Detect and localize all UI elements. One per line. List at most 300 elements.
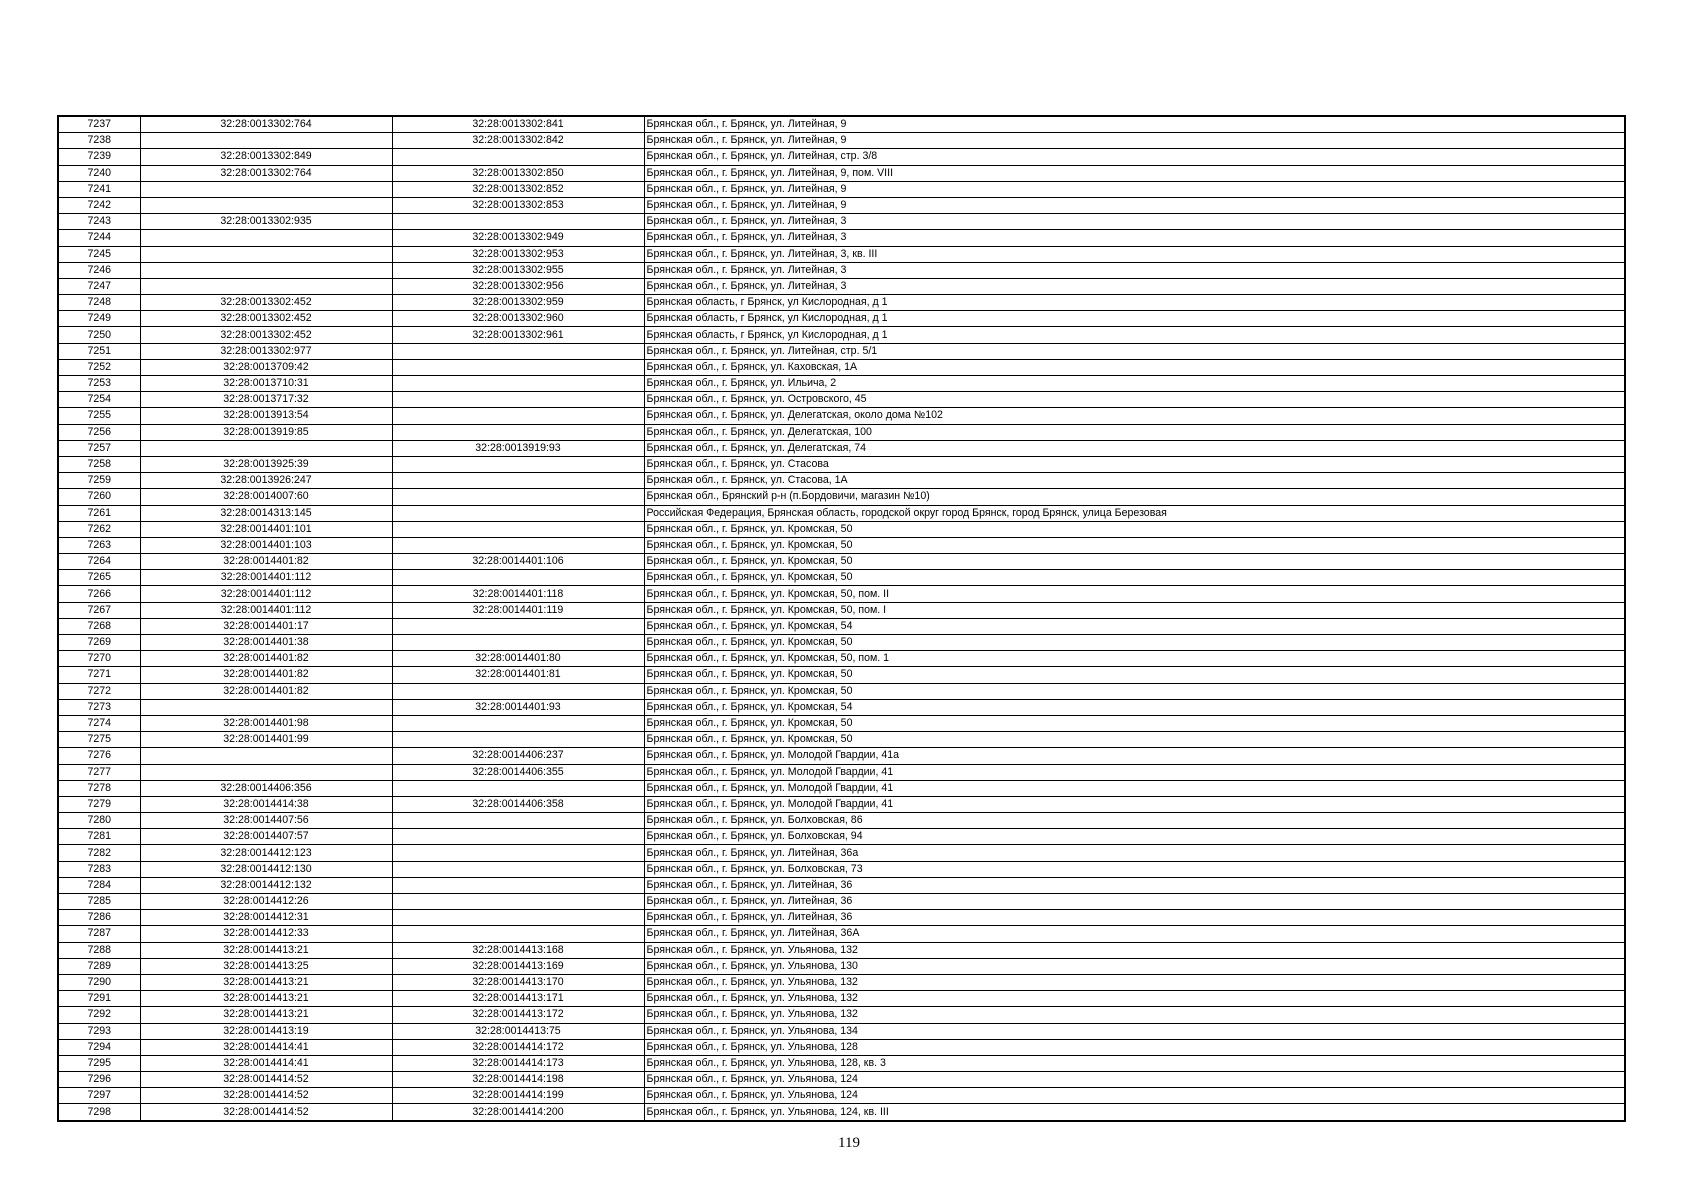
related-cadastral-number-cell <box>392 635 644 651</box>
row-number-cell: 7272 <box>58 683 140 699</box>
address-cell: Российская Федерация, Брянская область, городской округ город Брянск, город Брянск, улица Березовая <box>644 505 1625 521</box>
table-row <box>58 278 1625 294</box>
address-cell: Брянская область, г Брянск, ул Кислородная, д 1 <box>644 311 1625 327</box>
cadastral-number-cell <box>140 440 392 456</box>
row-number-cell: 7278 <box>58 780 140 796</box>
table-row <box>58 116 1625 133</box>
row-number-cell: 7248 <box>58 295 140 311</box>
table-row <box>58 424 1625 440</box>
related-cadastral-number-cell: 32:28:0013302:841 <box>392 116 644 133</box>
row-number-cell: 7254 <box>58 392 140 408</box>
cadastral-number-cell: 32:28:0014401:112 <box>140 586 392 602</box>
row-number-cell: 7293 <box>58 1023 140 1039</box>
related-cadastral-number-cell <box>392 780 644 796</box>
cadastral-number-cell: 32:28:0014413:21 <box>140 942 392 958</box>
related-cadastral-number-cell: 32:28:0014413:75 <box>392 1023 644 1039</box>
cadastral-number-cell: 32:28:0014407:57 <box>140 829 392 845</box>
table-row <box>58 311 1625 327</box>
table-row <box>58 149 1625 165</box>
cadastral-number-cell: 32:28:0014412:26 <box>140 894 392 910</box>
table-row <box>58 991 1625 1007</box>
cadastral-number-cell: 32:28:0014401:103 <box>140 537 392 553</box>
row-number-cell: 7291 <box>58 991 140 1007</box>
cadastral-number-cell: 32:28:0014412:33 <box>140 926 392 942</box>
related-cadastral-number-cell: 32:28:0013302:960 <box>392 311 644 327</box>
table-row <box>58 343 1625 359</box>
table-row <box>58 683 1625 699</box>
table-row <box>58 651 1625 667</box>
cadastral-number-cell <box>140 278 392 294</box>
address-cell: Брянская обл., г. Брянск, ул. Кромская, 50, пом. I <box>644 602 1625 618</box>
address-cell: Брянская область, г Брянск, ул Кислородная, д 1 <box>644 327 1625 343</box>
row-number-cell: 7268 <box>58 618 140 634</box>
cadastral-number-cell: 32:28:0013302:764 <box>140 116 392 133</box>
address-cell: Брянская обл., г. Брянск, ул. Литейная, 9 <box>644 197 1625 213</box>
table-row <box>58 699 1625 715</box>
row-number-cell: 7257 <box>58 440 140 456</box>
cadastral-number-cell: 32:28:0013302:452 <box>140 327 392 343</box>
row-number-cell: 7292 <box>58 1007 140 1023</box>
address-cell: Брянская обл., г. Брянск, ул. Стасова <box>644 456 1625 472</box>
related-cadastral-number-cell <box>392 926 644 942</box>
address-cell: Брянская обл., г. Брянск, ул. Кромская, 50 <box>644 683 1625 699</box>
table-row <box>58 618 1625 634</box>
table-row <box>58 521 1625 537</box>
table-row <box>58 327 1625 343</box>
cadastral-number-cell: 32:28:0013926:247 <box>140 473 392 489</box>
row-number-cell: 7262 <box>58 521 140 537</box>
cadastral-number-cell: 32:28:0014414:41 <box>140 1039 392 1055</box>
address-cell: Брянская обл., г. Брянск, ул. Островского, 45 <box>644 392 1625 408</box>
row-number-cell: 7247 <box>58 278 140 294</box>
table-row <box>58 764 1625 780</box>
table-row <box>58 732 1625 748</box>
related-cadastral-number-cell <box>392 392 644 408</box>
row-number-cell: 7251 <box>58 343 140 359</box>
cadastral-number-cell: 32:28:0013302:452 <box>140 311 392 327</box>
row-number-cell: 7261 <box>58 505 140 521</box>
table-row <box>58 246 1625 262</box>
related-cadastral-number-cell <box>392 537 644 553</box>
address-cell: Брянская обл., г. Брянск, ул. Кромская, 50, пом. II <box>644 586 1625 602</box>
related-cadastral-number-cell: 32:28:0014413:172 <box>392 1007 644 1023</box>
table-row <box>58 295 1625 311</box>
address-cell: Брянская обл., г. Брянск, ул. Молодой Гвардии, 41а <box>644 748 1625 764</box>
related-cadastral-number-cell: 32:28:0014413:170 <box>392 974 644 990</box>
row-number-cell: 7270 <box>58 651 140 667</box>
address-cell: Брянская обл., г. Брянск, ул. Стасова, 1А <box>644 473 1625 489</box>
cadastral-number-cell: 32:28:0014401:17 <box>140 618 392 634</box>
related-cadastral-number-cell: 32:28:0013302:853 <box>392 197 644 213</box>
registry-table <box>57 115 1626 1122</box>
address-cell: Брянская обл., г. Брянск, ул. Кромская, 50 <box>644 537 1625 553</box>
row-number-cell: 7259 <box>58 473 140 489</box>
related-cadastral-number-cell <box>392 570 644 586</box>
table-row <box>58 230 1625 246</box>
related-cadastral-number-cell: 32:28:0014413:168 <box>392 942 644 958</box>
row-number-cell: 7238 <box>58 133 140 149</box>
address-cell: Брянская обл., г. Брянск, ул. Ульянова, 132 <box>644 1007 1625 1023</box>
table-row <box>58 1055 1625 1071</box>
cadastral-number-cell: 32:28:0014407:56 <box>140 813 392 829</box>
related-cadastral-number-cell: 32:28:0013302:842 <box>392 133 644 149</box>
table-row <box>58 165 1625 181</box>
table-row <box>58 861 1625 877</box>
row-number-cell: 7279 <box>58 796 140 812</box>
address-cell: Брянская обл., г. Брянск, ул. Кромская, 50, пом. 1 <box>644 651 1625 667</box>
row-number-cell: 7240 <box>58 165 140 181</box>
row-number-cell: 7250 <box>58 327 140 343</box>
related-cadastral-number-cell: 32:28:0013302:959 <box>392 295 644 311</box>
cadastral-number-cell: 32:28:0013710:31 <box>140 376 392 392</box>
table-row <box>58 942 1625 958</box>
cadastral-number-cell: 32:28:0013302:935 <box>140 214 392 230</box>
row-number-cell: 7245 <box>58 246 140 262</box>
cadastral-number-cell: 32:28:0014414:38 <box>140 796 392 812</box>
address-cell: Брянская обл., г. Брянск, ул. Кромская, 50 <box>644 554 1625 570</box>
row-number-cell: 7277 <box>58 764 140 780</box>
address-cell: Брянская обл., г. Брянск, ул. Ульянова, 130 <box>644 958 1625 974</box>
cadastral-number-cell: 32:28:0014414:41 <box>140 1055 392 1071</box>
address-cell: Брянская обл., Брянский р-н (п.Бордовичи, магазин №10) <box>644 489 1625 505</box>
cadastral-number-cell: 32:28:0014401:101 <box>140 521 392 537</box>
address-cell: Брянская обл., г. Брянск, ул. Болховская, 86 <box>644 813 1625 829</box>
table-row <box>58 667 1625 683</box>
related-cadastral-number-cell: 32:28:0014406:237 <box>392 748 644 764</box>
table-row <box>58 197 1625 213</box>
cadastral-number-cell: 32:28:0014413:21 <box>140 1007 392 1023</box>
related-cadastral-number-cell <box>392 683 644 699</box>
cadastral-number-cell: 32:28:0014412:31 <box>140 910 392 926</box>
related-cadastral-number-cell: 32:28:0014414:198 <box>392 1072 644 1088</box>
address-cell: Брянская обл., г. Брянск, ул. Молодой Гвардии, 41 <box>644 796 1625 812</box>
table-row <box>58 359 1625 375</box>
address-cell: Брянская обл., г. Брянск, ул. Ульянова, 132 <box>644 974 1625 990</box>
table-row <box>58 845 1625 861</box>
table-row <box>58 926 1625 942</box>
table-row <box>58 181 1625 197</box>
row-number-cell: 7239 <box>58 149 140 165</box>
table-row <box>58 813 1625 829</box>
related-cadastral-number-cell: 32:28:0014401:118 <box>392 586 644 602</box>
address-cell: Брянская обл., г. Брянск, ул. Литейная, 3 <box>644 214 1625 230</box>
cadastral-number-cell: 32:28:0014413:19 <box>140 1023 392 1039</box>
table-row <box>58 456 1625 472</box>
address-cell: Брянская обл., г. Брянск, ул. Делегатская, 74 <box>644 440 1625 456</box>
address-cell: Брянская область, г Брянск, ул Кислородная, д 1 <box>644 295 1625 311</box>
table-row <box>58 1039 1625 1055</box>
table-row <box>58 958 1625 974</box>
cadastral-number-cell: 32:28:0013913:54 <box>140 408 392 424</box>
address-cell: Брянская обл., г. Брянск, ул. Литейная, 3, кв. III <box>644 246 1625 262</box>
cadastral-number-cell: 32:28:0014401:98 <box>140 715 392 731</box>
cadastral-number-cell: 32:28:0014401:38 <box>140 635 392 651</box>
cadastral-number-cell <box>140 197 392 213</box>
cadastral-number-cell: 32:28:0014414:52 <box>140 1088 392 1104</box>
related-cadastral-number-cell <box>392 473 644 489</box>
row-number-cell: 7295 <box>58 1055 140 1071</box>
address-cell: Брянская обл., г. Брянск, ул. Литейная, 36 <box>644 877 1625 893</box>
table-row <box>58 570 1625 586</box>
row-number-cell: 7274 <box>58 715 140 731</box>
row-number-cell: 7241 <box>58 181 140 197</box>
related-cadastral-number-cell: 32:28:0013302:850 <box>392 165 644 181</box>
cadastral-number-cell: 32:28:0013717:32 <box>140 392 392 408</box>
cadastral-number-cell: 32:28:0014413:21 <box>140 974 392 990</box>
row-number-cell: 7276 <box>58 748 140 764</box>
row-number-cell: 7265 <box>58 570 140 586</box>
table-row <box>58 505 1625 521</box>
row-number-cell: 7287 <box>58 926 140 942</box>
related-cadastral-number-cell: 32:28:0014413:169 <box>392 958 644 974</box>
row-number-cell: 7294 <box>58 1039 140 1055</box>
row-number-cell: 7237 <box>58 116 140 133</box>
row-number-cell: 7283 <box>58 861 140 877</box>
related-cadastral-number-cell <box>392 149 644 165</box>
table-row <box>58 392 1625 408</box>
table-row <box>58 1104 1625 1121</box>
row-number-cell: 7260 <box>58 489 140 505</box>
related-cadastral-number-cell: 32:28:0013302:949 <box>392 230 644 246</box>
address-cell: Брянская обл., г. Брянск, ул. Литейная, стр. 5/1 <box>644 343 1625 359</box>
row-number-cell: 7273 <box>58 699 140 715</box>
row-number-cell: 7285 <box>58 894 140 910</box>
address-cell: Брянская обл., г. Брянск, ул. Литейная, 3 <box>644 230 1625 246</box>
row-number-cell: 7281 <box>58 829 140 845</box>
row-number-cell: 7249 <box>58 311 140 327</box>
table-row <box>58 214 1625 230</box>
cadastral-number-cell: 32:28:0014412:123 <box>140 845 392 861</box>
cadastral-number-cell <box>140 181 392 197</box>
related-cadastral-number-cell: 32:28:0014413:171 <box>392 991 644 1007</box>
cadastral-number-cell <box>140 699 392 715</box>
row-number-cell: 7267 <box>58 602 140 618</box>
cadastral-number-cell: 32:28:0014401:82 <box>140 683 392 699</box>
related-cadastral-number-cell <box>392 505 644 521</box>
cadastral-number-cell <box>140 262 392 278</box>
table-row <box>58 910 1625 926</box>
related-cadastral-number-cell <box>392 521 644 537</box>
related-cadastral-number-cell: 32:28:0013302:956 <box>392 278 644 294</box>
row-number-cell: 7253 <box>58 376 140 392</box>
table-row <box>58 586 1625 602</box>
related-cadastral-number-cell: 32:28:0014401:106 <box>392 554 644 570</box>
cadastral-number-cell: 32:28:0014413:21 <box>140 991 392 1007</box>
table-row <box>58 1023 1625 1039</box>
row-number-cell: 7289 <box>58 958 140 974</box>
table-row <box>58 440 1625 456</box>
row-number-cell: 7255 <box>58 408 140 424</box>
address-cell: Брянская обл., г. Брянск, ул. Ульянова, 128 <box>644 1039 1625 1055</box>
row-number-cell: 7246 <box>58 262 140 278</box>
address-cell: Брянская обл., г. Брянск, ул. Литейная, 9, пом. VIII <box>644 165 1625 181</box>
related-cadastral-number-cell: 32:28:0013919:93 <box>392 440 644 456</box>
row-number-cell: 7244 <box>58 230 140 246</box>
related-cadastral-number-cell <box>392 214 644 230</box>
address-cell: Брянская обл., г. Брянск, ул. Ульянова, 132 <box>644 991 1625 1007</box>
cadastral-number-cell: 32:28:0014413:25 <box>140 958 392 974</box>
address-cell: Брянская обл., г. Брянск, ул. Ульянова, 124, кв. III <box>644 1104 1625 1121</box>
table-row <box>58 489 1625 505</box>
cadastral-number-cell: 32:28:0014401:82 <box>140 554 392 570</box>
address-cell: Брянская обл., г. Брянск, ул. Делегатская, около дома №102 <box>644 408 1625 424</box>
related-cadastral-number-cell: 32:28:0014414:200 <box>392 1104 644 1121</box>
row-number-cell: 7280 <box>58 813 140 829</box>
related-cadastral-number-cell: 32:28:0014406:355 <box>392 764 644 780</box>
address-cell: Брянская обл., г. Брянск, ул. Ильича, 2 <box>644 376 1625 392</box>
table-row <box>58 780 1625 796</box>
cadastral-number-cell: 32:28:0014406:356 <box>140 780 392 796</box>
row-number-cell: 7297 <box>58 1088 140 1104</box>
cadastral-number-cell <box>140 230 392 246</box>
address-cell: Брянская обл., г. Брянск, ул. Болховская, 94 <box>644 829 1625 845</box>
cadastral-number-cell: 32:28:0013302:764 <box>140 165 392 181</box>
row-number-cell: 7288 <box>58 942 140 958</box>
address-cell: Брянская обл., г. Брянск, ул. Кромская, 54 <box>644 699 1625 715</box>
related-cadastral-number-cell: 32:28:0014414:173 <box>392 1055 644 1071</box>
table-row <box>58 408 1625 424</box>
row-number-cell: 7298 <box>58 1104 140 1121</box>
cadastral-number-cell <box>140 748 392 764</box>
table-row <box>58 133 1625 149</box>
address-cell: Брянская обл., г. Брянск, ул. Ульянова, 134 <box>644 1023 1625 1039</box>
related-cadastral-number-cell: 32:28:0014401:80 <box>392 651 644 667</box>
row-number-cell: 7256 <box>58 424 140 440</box>
cadastral-number-cell: 32:28:0013302:849 <box>140 149 392 165</box>
related-cadastral-number-cell: 32:28:0014401:119 <box>392 602 644 618</box>
cadastral-number-cell: 32:28:0014007:60 <box>140 489 392 505</box>
related-cadastral-number-cell <box>392 618 644 634</box>
related-cadastral-number-cell <box>392 845 644 861</box>
cadastral-number-cell: 32:28:0013919:85 <box>140 424 392 440</box>
address-cell: Брянская обл., г. Брянск, ул. Ульянова, 124 <box>644 1088 1625 1104</box>
row-number-cell: 7269 <box>58 635 140 651</box>
table-row <box>58 974 1625 990</box>
related-cadastral-number-cell <box>392 894 644 910</box>
address-cell: Брянская обл., г. Брянск, ул. Литейная, 3 <box>644 262 1625 278</box>
address-cell: Брянская обл., г. Брянск, ул. Литейная, стр. 3/8 <box>644 149 1625 165</box>
address-cell: Брянская обл., г. Брянск, ул. Литейная, 36 <box>644 894 1625 910</box>
address-cell: Брянская обл., г. Брянск, ул. Молодой Гвардии, 41 <box>644 780 1625 796</box>
table-row <box>58 262 1625 278</box>
related-cadastral-number-cell <box>392 813 644 829</box>
related-cadastral-number-cell: 32:28:0013302:961 <box>392 327 644 343</box>
table-row <box>58 376 1625 392</box>
address-cell: Брянская обл., г. Брянск, ул. Ульянова, 124 <box>644 1072 1625 1088</box>
cadastral-number-cell: 32:28:0014412:132 <box>140 877 392 893</box>
cadastral-number-cell: 32:28:0014401:99 <box>140 732 392 748</box>
related-cadastral-number-cell <box>392 456 644 472</box>
address-cell: Брянская обл., г. Брянск, ул. Литейная, 36а <box>644 845 1625 861</box>
related-cadastral-number-cell <box>392 359 644 375</box>
related-cadastral-number-cell <box>392 877 644 893</box>
cadastral-number-cell: 32:28:0014401:82 <box>140 667 392 683</box>
table-row <box>58 537 1625 553</box>
page-number: 119 <box>838 1135 860 1151</box>
row-number-cell: 7242 <box>58 197 140 213</box>
table-row <box>58 877 1625 893</box>
address-cell: Брянская обл., г. Брянск, ул. Молодой Гвардии, 41 <box>644 764 1625 780</box>
table-row <box>58 829 1625 845</box>
table-row <box>58 715 1625 731</box>
related-cadastral-number-cell: 32:28:0014414:199 <box>392 1088 644 1104</box>
table-row <box>58 473 1625 489</box>
row-number-cell: 7263 <box>58 537 140 553</box>
row-number-cell: 7271 <box>58 667 140 683</box>
cadastral-number-cell <box>140 133 392 149</box>
cadastral-number-cell: 32:28:0014412:130 <box>140 861 392 877</box>
row-number-cell: 7284 <box>58 877 140 893</box>
table-row <box>58 602 1625 618</box>
row-number-cell: 7296 <box>58 1072 140 1088</box>
related-cadastral-number-cell <box>392 408 644 424</box>
row-number-cell: 7290 <box>58 974 140 990</box>
address-cell: Брянская обл., г. Брянск, ул. Литейная, 36 <box>644 910 1625 926</box>
address-cell: Брянская обл., г. Брянск, ул. Литейная, 9 <box>644 116 1625 133</box>
address-cell: Брянская обл., г. Брянск, ул. Кромская, 50 <box>644 521 1625 537</box>
table-row <box>58 1088 1625 1104</box>
related-cadastral-number-cell: 32:28:0014406:358 <box>392 796 644 812</box>
table-row <box>58 796 1625 812</box>
address-cell: Брянская обл., г. Брянск, ул. Литейная, 36А <box>644 926 1625 942</box>
related-cadastral-number-cell <box>392 489 644 505</box>
row-number-cell: 7275 <box>58 732 140 748</box>
row-number-cell: 7264 <box>58 554 140 570</box>
address-cell: Брянская обл., г. Брянск, ул. Каховская, 1А <box>644 359 1625 375</box>
cadastral-number-cell: 32:28:0014401:112 <box>140 570 392 586</box>
address-cell: Брянская обл., г. Брянск, ул. Ульянова, 132 <box>644 942 1625 958</box>
related-cadastral-number-cell: 32:28:0014414:172 <box>392 1039 644 1055</box>
cadastral-number-cell: 32:28:0013709:42 <box>140 359 392 375</box>
cadastral-number-cell: 32:28:0014401:82 <box>140 651 392 667</box>
related-cadastral-number-cell <box>392 829 644 845</box>
table-row <box>58 554 1625 570</box>
address-cell: Брянская обл., г. Брянск, ул. Кромская, 50 <box>644 667 1625 683</box>
related-cadastral-number-cell: 32:28:0013302:852 <box>392 181 644 197</box>
address-cell: Брянская обл., г. Брянск, ул. Кромская, 50 <box>644 732 1625 748</box>
related-cadastral-number-cell: 32:28:0014401:93 <box>392 699 644 715</box>
address-cell: Брянская обл., г. Брянск, ул. Ульянова, 128, кв. 3 <box>644 1055 1625 1071</box>
address-cell: Брянская обл., г. Брянск, ул. Литейная, 9 <box>644 133 1625 149</box>
row-number-cell: 7282 <box>58 845 140 861</box>
row-number-cell: 7243 <box>58 214 140 230</box>
related-cadastral-number-cell <box>392 343 644 359</box>
address-cell: Брянская обл., г. Брянск, ул. Кромская, 54 <box>644 618 1625 634</box>
address-cell: Брянская обл., г. Брянск, ул. Болховская, 73 <box>644 861 1625 877</box>
cadastral-number-cell <box>140 246 392 262</box>
cadastral-number-cell: 32:28:0013302:977 <box>140 343 392 359</box>
cadastral-number-cell <box>140 764 392 780</box>
address-cell: Брянская обл., г. Брянск, ул. Литейная, 3 <box>644 278 1625 294</box>
table-row <box>58 635 1625 651</box>
cadastral-number-cell: 32:28:0013925:39 <box>140 456 392 472</box>
cadastral-number-cell: 32:28:0014313:145 <box>140 505 392 521</box>
related-cadastral-number-cell: 32:28:0013302:955 <box>392 262 644 278</box>
related-cadastral-number-cell <box>392 376 644 392</box>
related-cadastral-number-cell: 32:28:0014401:81 <box>392 667 644 683</box>
related-cadastral-number-cell <box>392 910 644 926</box>
table-row <box>58 1072 1625 1088</box>
related-cadastral-number-cell <box>392 732 644 748</box>
related-cadastral-number-cell: 32:28:0013302:953 <box>392 246 644 262</box>
related-cadastral-number-cell <box>392 861 644 877</box>
row-number-cell: 7258 <box>58 456 140 472</box>
address-cell: Брянская обл., г. Брянск, ул. Кромская, 50 <box>644 715 1625 731</box>
cadastral-number-cell: 32:28:0014414:52 <box>140 1104 392 1121</box>
cadastral-number-cell: 32:28:0014401:112 <box>140 602 392 618</box>
address-cell: Брянская обл., г. Брянск, ул. Литейная, 9 <box>644 181 1625 197</box>
table-row <box>58 1007 1625 1023</box>
